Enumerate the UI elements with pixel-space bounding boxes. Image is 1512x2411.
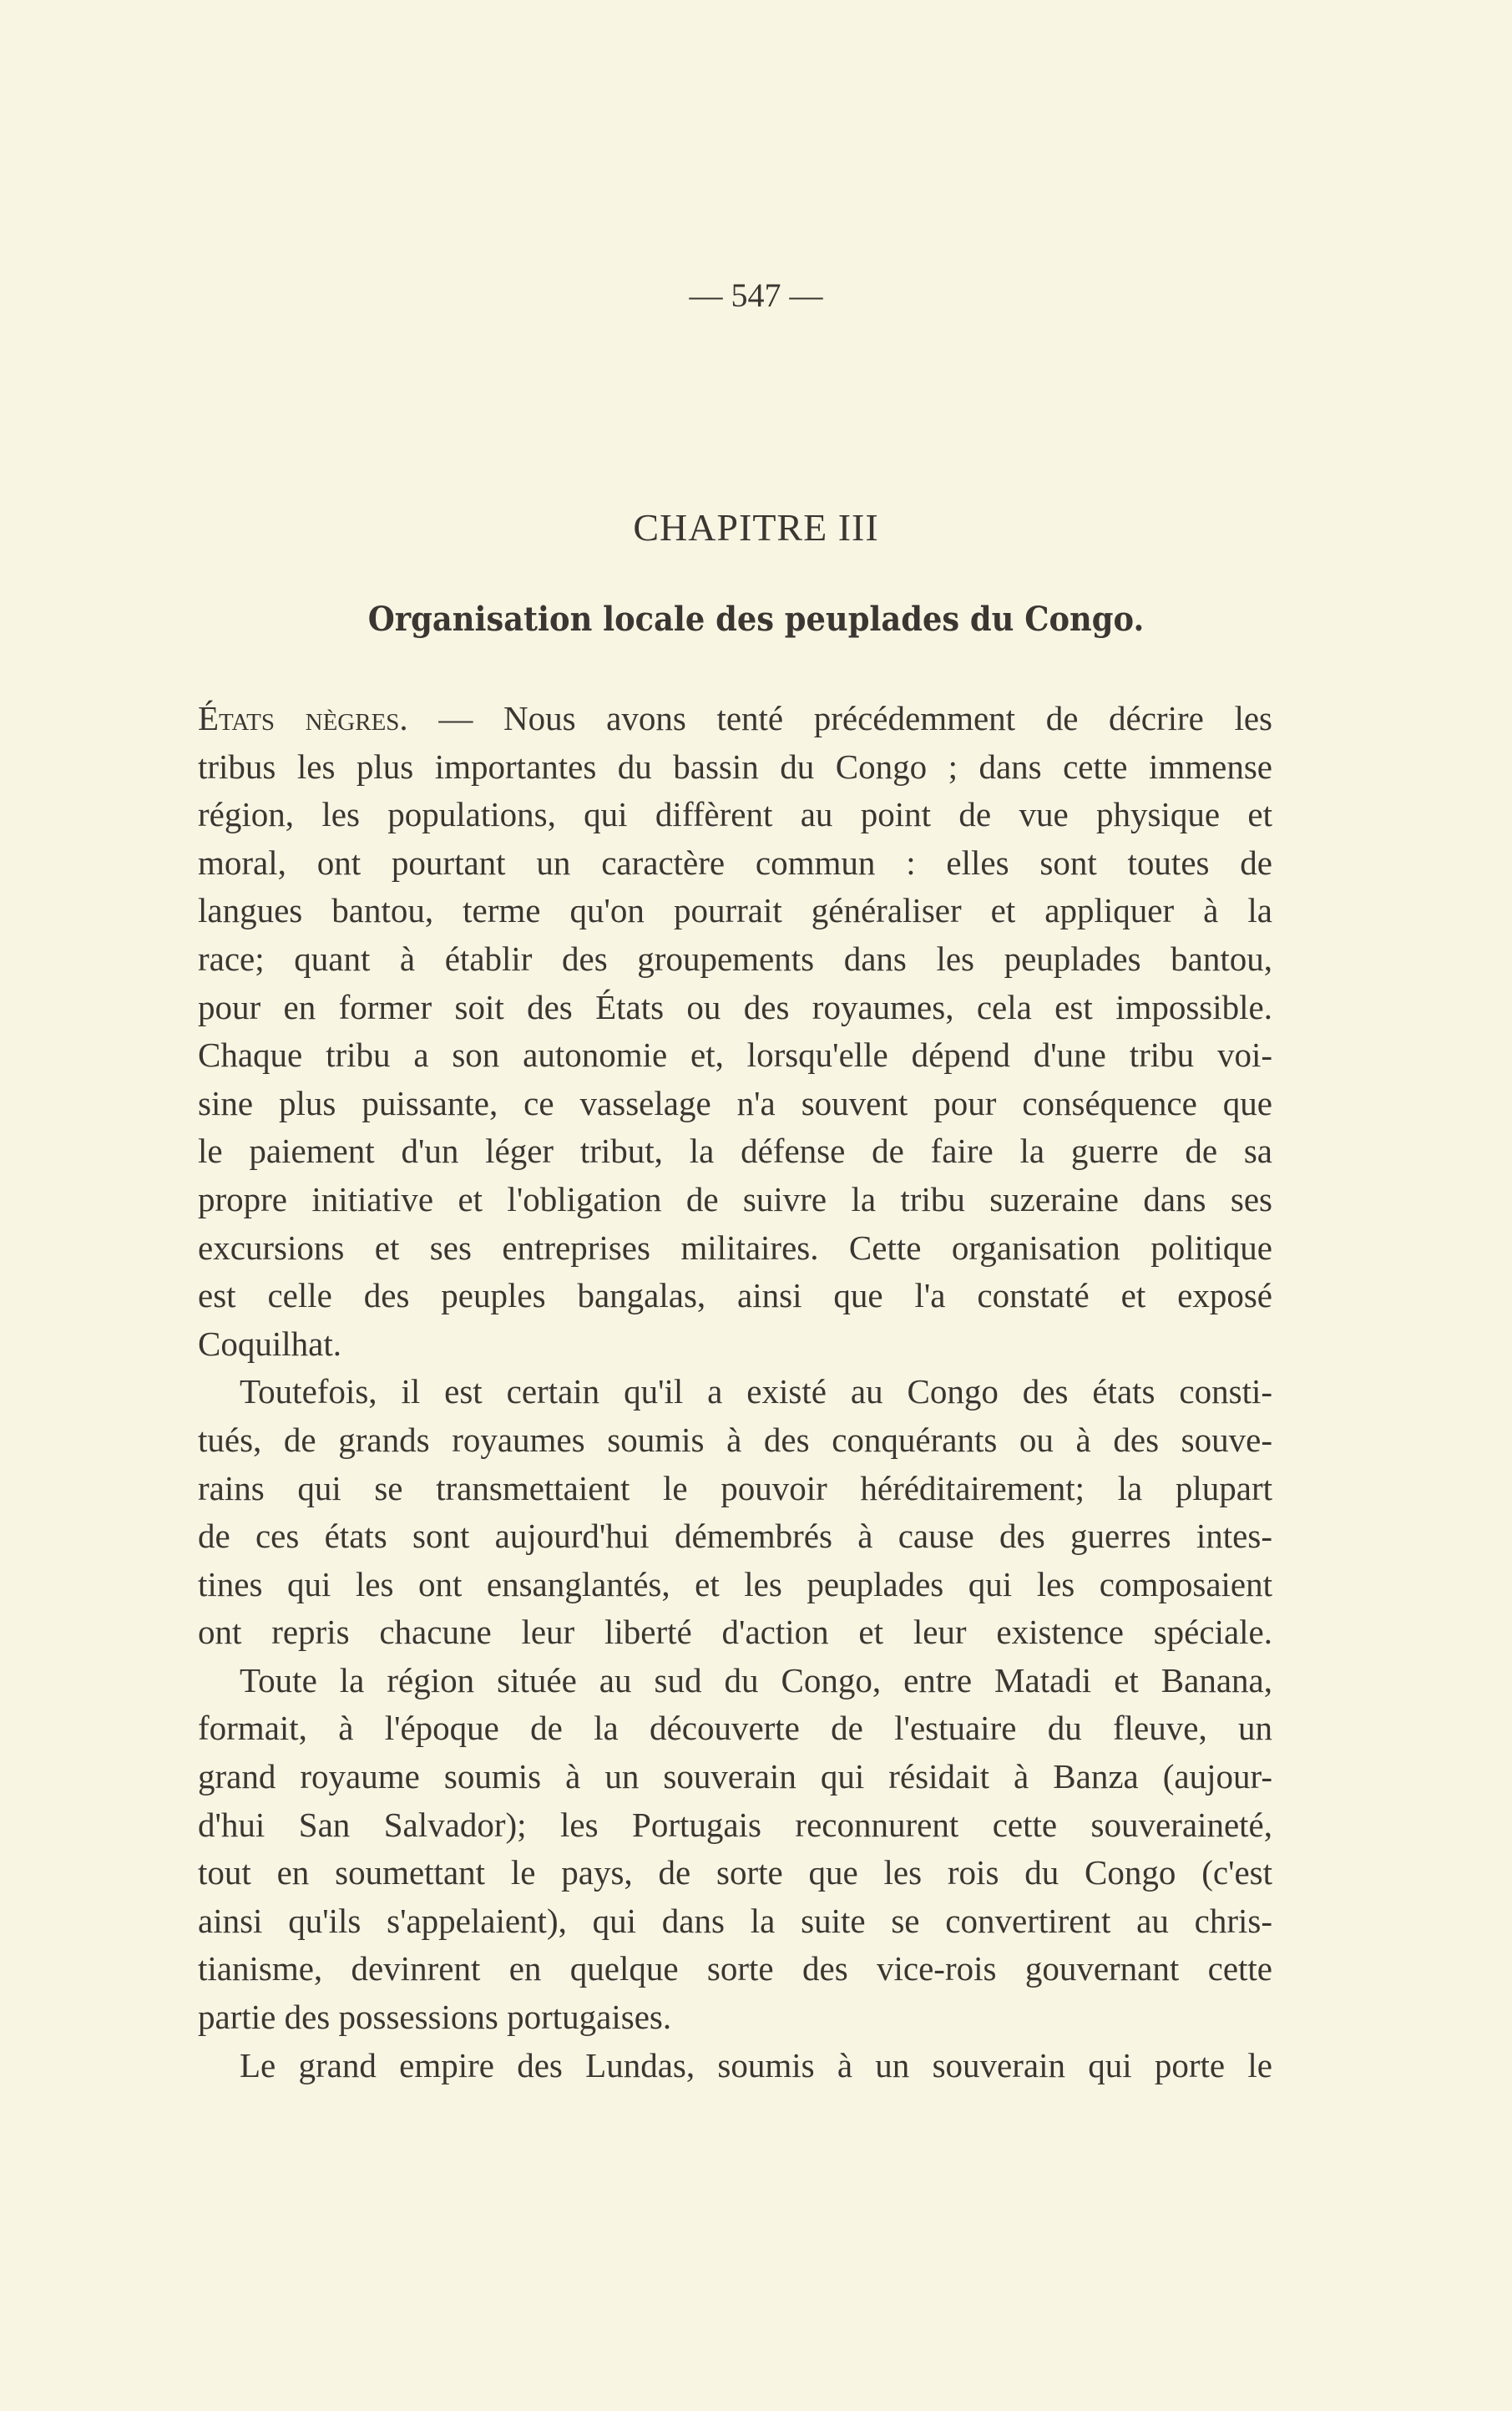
text-line [198,1127,1272,1176]
page-number: — 547 — [689,276,823,314]
line-text: de ces états sont aujourd'hui démembrés à cause des guerres intes- [198,1517,1272,1556]
line-text: est celle des peuples bangalas, ainsi que l'a constaté et exposé [198,1276,1272,1315]
text-line [198,935,1272,984]
section-lead: États nègres. [198,699,408,737]
text-line [198,984,1272,1032]
line-text: tribus les plus importantes du bassin du Congo ; dans cette immense [198,747,1272,786]
line-text: race; quant à établir des groupements dans les peuplades bantou, [198,939,1272,978]
line-text: tués, de grands royaumes soumis à des conquérants ou à des souve- [198,1420,1272,1459]
line-text: sine plus puissante, ce vasselage n'a souvent pour conséquence que [198,1083,1272,1122]
text-line [198,695,1272,743]
text-line [198,1897,1272,1946]
text-line [198,1608,1272,1657]
text-line [198,1368,1272,1416]
line-text: partie des possessions portugaises. [198,1998,672,2037]
line-text: tout en soumettant le pays, de sorte que les rois du Congo (c'est [198,1853,1272,1892]
line-text: langues bantou, terme qu'on pourrait généraliser et appliquer à la [198,891,1272,930]
text-line [198,887,1272,935]
line-text: Le grand empire des Lundas, soumis à un souverain qui porte le [240,2045,1272,2084]
text-line [198,1080,1272,1128]
body-text [198,695,1272,2089]
line-text: — Nous avons tenté précédemment de décrire les [407,699,1273,737]
text-line [198,1753,1272,1801]
chapter-subtitle: Organisation locale des peuplades du Congo. [367,600,1145,639]
line-text: excursions et ses entreprises militaires. Cette organisation politique [198,1228,1272,1267]
chapter-heading: CHAPITRE III [633,506,879,549]
line-text: Chaque tribu a son autonomie et, lorsqu'elle dépend d'une tribu voi- [198,1036,1272,1075]
line-text: propre initiative et l'obligation de suivre la tribu suzeraine dans ses [198,1179,1272,1218]
text-line [198,1272,1272,1320]
text-line [198,1945,1272,1993]
line-text: ainsi qu'ils s'appelaient), qui dans la suite se convertirent au chris- [198,1901,1272,1940]
text-line [198,1320,1272,1369]
line-text: grand royaume soumis à un souverain qui résidait à Banza (aujour- [198,1757,1272,1796]
text-line [198,2042,1272,2090]
text-line [198,1801,1272,1850]
text-line [198,1657,1272,1705]
text-line [198,1465,1272,1513]
line-text: moral, ont pourtant un caractère commun : elles sont toutes de [198,843,1272,882]
text-line [198,1993,1272,2042]
text-line [198,1224,1272,1273]
text-line [198,839,1272,888]
line-text: tines qui les ont ensanglantés, et les peuplades qui les composaient [198,1564,1272,1603]
text-line [198,743,1272,792]
line-text: ont repris chacune leur liberté d'action et leur existence spéciale. [198,1613,1272,1652]
line-text: formait, à l'époque de la découverte de l'estuaire du fleuve, un [198,1709,1272,1748]
text-line [198,1176,1272,1224]
line-text: le paiement d'un léger tribut, la défense de faire la guerre de sa [198,1132,1272,1171]
text-line [198,1512,1272,1561]
line-text: rains qui se transmettaient le pouvoir héréditairement; la plupart [198,1468,1272,1507]
line-text: tianisme, devinrent en quelque sorte des vice-rois gouvernant cette [198,1949,1272,1988]
text-line [198,791,1272,839]
text-line [198,1704,1272,1753]
line-text: d'hui San Salvador); les Portugais reconnurent cette souveraineté, [198,1805,1272,1844]
text-line [198,1561,1272,1609]
text-line [198,1416,1272,1465]
text-line [198,1849,1272,1897]
text-line [198,1031,1272,1080]
line-text: région, les populations, qui diffèrent au point de vue physique et [198,795,1272,834]
line-text: Coquilhat. [198,1324,341,1363]
line-text: Toute la région située au sud du Congo, entre Matadi et Banana, [240,1660,1272,1699]
line-text: Toutefois, il est certain qu'il a existé au Congo des états consti- [240,1372,1272,1411]
line-text: pour en former soit des États ou des royaumes, cela est impossible. [198,987,1272,1026]
